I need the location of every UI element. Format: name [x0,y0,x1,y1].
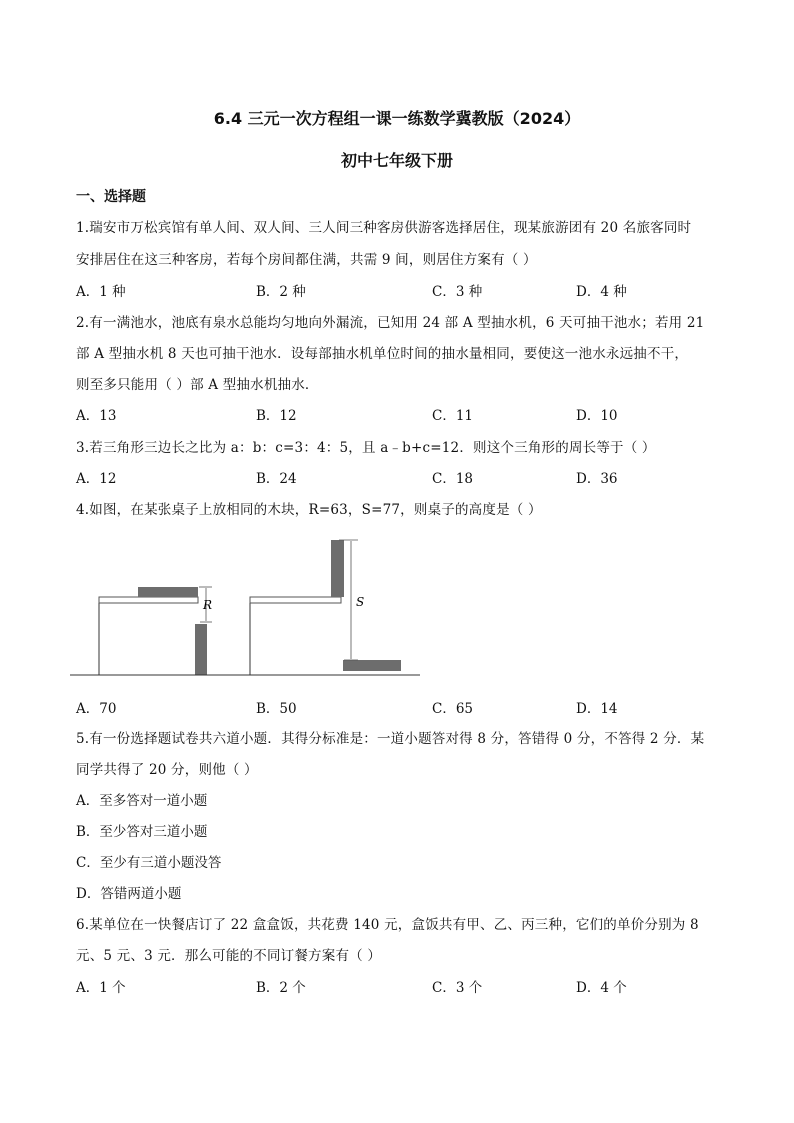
question-3-line-1: 3.若三角形三边长之比为 a：b：c=3：4：5，且 a﹣b+c=12．则这个三角形的周长等于（ ） [76,440,656,456]
question-1-option-d: D．4 种 [576,284,627,300]
question-5-option-a: A．至多答对一道小题 [76,793,208,809]
question-2-line-3: 则至多只能用（ ）部 A 型抽水机抽水． [76,377,319,393]
question-6-option-d: D．4 个 [576,980,627,996]
section-heading: 一、选择题 [76,189,146,205]
question-2-option-b: B．12 [256,408,297,424]
figure-left-scene [70,587,230,675]
question-4-option-c: C．65 [432,701,474,717]
question-1-line-2: 安排居住在这三种客房，若每个房间都住满，共需 9 间，则居住方案有（ ） [76,252,537,268]
question-3-option-d: D．36 [576,471,618,487]
question-4-option-d: D．14 [576,701,618,717]
page-subtitle: 初中七年级下册 [340,151,453,170]
question-2-option-c: C．11 [432,408,474,424]
question-5-option-c: C．至少有三道小题没答 [76,855,222,871]
question-1-option-c: C．3 种 [432,284,483,300]
figure-label-r: R [203,598,213,612]
question-1-option-a: A．1 种 [76,284,126,300]
question-4-line-1: 4.如图，在某张桌子上放相同的木块，R=63，S=77，则桌子的高度是（ ） [76,502,542,518]
question-6-option-c: C．3 个 [432,980,483,996]
question-6-option-a: A．1 个 [76,980,126,996]
question-2-line-2: 部 A 型抽水机 8 天也可抽干池水．设每部抽水机单位时间的抽水量相同，要使这一池水永远抽不干， [76,346,689,362]
question-4-option-a: A．70 [76,701,117,717]
question-6-line-2: 元、5 元、3 元．那么可能的不同订餐方案有（ ） [76,948,382,964]
question-3-option-c: C．18 [432,471,474,487]
question-3-option-b: B．24 [256,471,297,487]
question-2-line-1: 2.有一满池水，池底有泉水总能均匀地向外漏流，已知用 24 部 A 型抽水机，6 天可抽干池水；若用 21 [76,315,705,331]
page-title: 6.4 三元一次方程组一课一练数学冀教版（2024） [213,109,581,128]
question-1-line-1: 1.瑞安市万松宾馆有单人间、双人间、三人间三种客房供游客选择居住，现某旅游团有 20 名旅客同时 [76,220,692,236]
question-5-line-1: 5.有一份选择题试卷共六道小题．其得分标准是：一道小题答对得 8 分，答错得 0 分，不答得 2 分．某 [76,731,705,747]
question-5-option-b: B．至少答对三道小题 [76,824,208,840]
question-2-option-d: D．10 [576,408,618,424]
question-5-line-2: 同学共得了 20 分，则他（ ） [76,762,258,778]
question-3-option-a: A．12 [76,471,117,487]
figure-right-scene [228,540,420,675]
figure-label-s: S [356,595,365,609]
question-2-option-a: A．13 [76,408,117,424]
question-1-option-b: B．2 种 [256,284,306,300]
table-blocks-figure [60,530,440,690]
question-6-option-b: B．2 个 [256,980,306,996]
question-4-option-b: B．50 [256,701,297,717]
question-5-option-d: D．答错两道小题 [76,886,182,902]
question-6-line-1: 6.某单位在一快餐店订了 22 盒盒饭，共花费 140 元，盒饭共有甲、乙、丙三种，它们的单价分别为 8 [76,917,699,933]
